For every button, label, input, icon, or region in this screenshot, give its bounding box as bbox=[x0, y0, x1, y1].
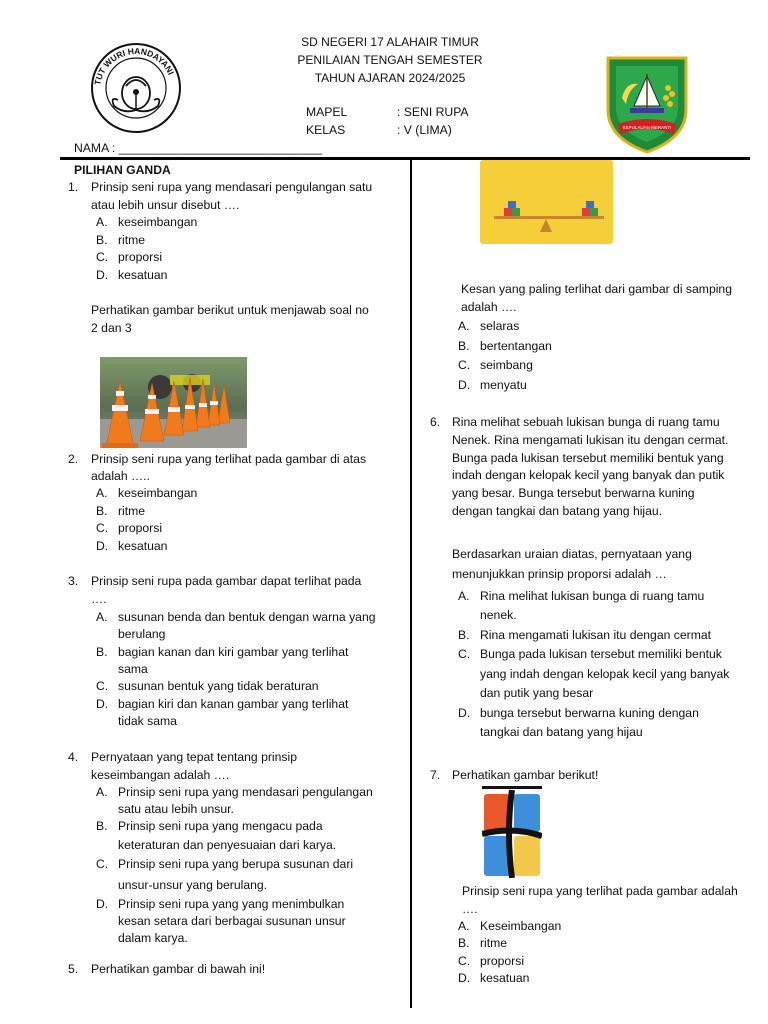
option-b[interactable]: ritme bbox=[118, 233, 146, 247]
question-text: yang besar. Bunga tersebut berwarna kuning bbox=[452, 486, 695, 500]
option-c[interactable]: Prinsip seni rupa yang berupa susunan dari bbox=[118, 857, 354, 871]
header-divider bbox=[60, 157, 750, 160]
option-letter: C. bbox=[458, 647, 471, 661]
question-text: Nenek. Rina mengamati lukisan itu dengan cermat. bbox=[452, 433, 729, 447]
traffic-cones-image bbox=[100, 357, 247, 448]
option-b[interactable]: Rina mengamati lukisan itu dengan cermat bbox=[480, 628, 712, 642]
option-b-cont: keteraturan dan penyesuaian dari karya. bbox=[118, 838, 337, 852]
option-d[interactable]: kesatuan bbox=[118, 268, 168, 282]
option-d[interactable]: bagian kiri dan kanan gambar yang terlihat bbox=[118, 697, 349, 711]
question-text: Kesan yang paling terlihat dari gambar di samping bbox=[461, 282, 732, 296]
question-text: Berdasarkan uraian diatas, pernyataan yang bbox=[452, 547, 692, 561]
option-letter: A. bbox=[96, 785, 108, 799]
option-a[interactable]: Keseimbangan bbox=[480, 919, 562, 933]
question-text: Bunga pada lukisan tersebut memiliki bentuk yang bbox=[452, 451, 724, 465]
question-text: Perhatikan gambar berikut! bbox=[452, 768, 599, 782]
question-text: adalah ….. bbox=[91, 469, 150, 483]
question-number: 5. bbox=[68, 962, 79, 976]
exam-title: PENILAIAN TENGAH SEMESTER bbox=[297, 53, 483, 67]
option-letter: C. bbox=[458, 954, 471, 968]
question-text: Rina melihat sebuah lukisan bunga di ruang tamu bbox=[452, 415, 720, 429]
tut-wuri-handayani-logo bbox=[88, 38, 184, 138]
option-c[interactable]: proporsi bbox=[118, 521, 163, 535]
option-d-cont: dalam karya. bbox=[118, 931, 188, 945]
option-letter: A. bbox=[458, 589, 470, 603]
question-text: …. bbox=[462, 902, 478, 916]
question-number: 3. bbox=[68, 574, 79, 588]
option-letter: A. bbox=[96, 610, 108, 624]
option-letter: B. bbox=[458, 628, 470, 642]
option-letter: A. bbox=[96, 486, 108, 500]
option-c[interactable]: proporsi bbox=[118, 250, 163, 264]
option-d[interactable]: bunga tersebut berwarna kuning dengan bbox=[480, 706, 699, 720]
option-c-cont: dan putik yang besar bbox=[480, 686, 594, 700]
option-c[interactable]: proporsi bbox=[480, 954, 525, 968]
option-letter: C. bbox=[96, 857, 109, 871]
question-text: menunjukkan prinsip proporsi adalah … bbox=[452, 567, 667, 581]
option-a-cont: satu atau lebih unsur. bbox=[118, 802, 234, 816]
mapel-value: : SENI RUPA bbox=[397, 105, 469, 119]
question-text: Perhatikan gambar di bawah ini! bbox=[91, 962, 266, 976]
option-d[interactable]: kesatuan bbox=[480, 971, 530, 985]
question-text: Prinsip seni rupa yang terlihat pada gambar di atas bbox=[91, 452, 367, 466]
option-a[interactable]: susunan benda dan bentuk dengan warna yang bbox=[118, 610, 376, 624]
svg-text:KEPULAUAN MERANTI: KEPULAUAN MERANTI bbox=[622, 125, 672, 130]
option-letter: B. bbox=[96, 233, 108, 247]
question-text: dengan tangkai dan batang yang hijau. bbox=[452, 504, 663, 518]
question-text: Prinsip seni rupa yang mendasari pengulangan satu bbox=[91, 180, 373, 194]
option-letter: D. bbox=[458, 706, 471, 720]
kelas-label: KELAS bbox=[306, 123, 346, 137]
student-name-field[interactable]: NAMA : ______________________________ bbox=[74, 141, 323, 155]
option-d-cont: kesan setara dari berbagai susunan unsur bbox=[118, 914, 346, 928]
option-letter: B. bbox=[96, 819, 108, 833]
option-letter: B. bbox=[96, 504, 108, 518]
question-text: Prinsip seni rupa pada gambar dapat terlihat pada bbox=[91, 574, 362, 588]
option-letter: A. bbox=[96, 215, 108, 229]
option-d-cont: tidak sama bbox=[118, 714, 177, 728]
option-letter: B. bbox=[96, 645, 108, 659]
option-letter: A. bbox=[458, 919, 470, 933]
option-c-cont: yang indah dengan kelopak kecil yang banyak bbox=[480, 667, 730, 681]
question-text: Prinsip seni rupa yang terlihat pada gambar adalah bbox=[462, 884, 738, 898]
option-a[interactable]: keseimbangan bbox=[118, 215, 198, 229]
question-number: 4. bbox=[68, 750, 79, 764]
instruction-text: Perhatikan gambar berikut untuk menjawab soal no bbox=[91, 303, 369, 317]
option-c[interactable]: seimbang bbox=[480, 358, 533, 372]
option-letter: D. bbox=[96, 897, 109, 911]
option-letter: A. bbox=[458, 319, 470, 333]
option-letter: C. bbox=[458, 358, 471, 372]
option-letter: B. bbox=[458, 339, 470, 353]
option-a[interactable]: selaras bbox=[480, 319, 520, 333]
question-text: indah dengan kelopak kecil yang banyak dan putik bbox=[452, 468, 725, 482]
option-d[interactable]: kesatuan bbox=[118, 539, 168, 553]
option-letter: D. bbox=[458, 378, 471, 392]
question-text: atau lebih unsur disebut …. bbox=[91, 198, 240, 212]
question-number: 7. bbox=[430, 768, 441, 782]
option-letter: C. bbox=[96, 250, 109, 264]
question-number: 1. bbox=[68, 180, 79, 194]
school-year: TAHUN AJARAN 2024/2025 bbox=[314, 71, 466, 85]
option-c[interactable]: Bunga pada lukisan tersebut memiliki bentuk bbox=[480, 647, 722, 661]
school-name: SD NEGERI 17 ALAHAIR TIMUR bbox=[301, 35, 479, 49]
abstract-color-image bbox=[482, 786, 542, 878]
regency-emblem-logo bbox=[604, 54, 690, 154]
question-text: …. bbox=[91, 592, 107, 606]
question-text: Pernyataan yang tepat tentang prinsip bbox=[91, 750, 297, 764]
option-b[interactable]: ritme bbox=[118, 504, 146, 518]
question-number: 2. bbox=[68, 452, 79, 466]
kelas-value: : V (LIMA) bbox=[397, 123, 452, 137]
section-title: PILIHAN GANDA bbox=[74, 163, 171, 177]
option-b-cont: sama bbox=[118, 662, 148, 676]
mapel-label: MAPEL bbox=[306, 105, 348, 119]
option-letter: D. bbox=[96, 268, 109, 282]
option-letter: D. bbox=[96, 539, 109, 553]
option-letter: B. bbox=[458, 936, 470, 950]
option-letter: D. bbox=[96, 697, 109, 711]
option-b[interactable]: bagian kanan dan kiri gambar yang terlihat bbox=[118, 645, 349, 659]
question-number: 6. bbox=[430, 415, 441, 429]
option-a[interactable]: Rina melihat lukisan bunga di ruang tamu bbox=[480, 589, 705, 603]
option-a[interactable]: keseimbangan bbox=[118, 486, 198, 500]
svg-text:TUT WURI HANDAYANI: TUT WURI HANDAYANI bbox=[92, 45, 177, 86]
question-text: keseimbangan adalah …. bbox=[91, 768, 230, 782]
option-a-cont: berulang bbox=[118, 627, 166, 641]
question-text: adalah …. bbox=[461, 300, 517, 314]
option-d[interactable]: menyatu bbox=[480, 378, 527, 392]
option-b[interactable]: ritme bbox=[480, 936, 508, 950]
option-letter: D. bbox=[458, 971, 471, 985]
option-d[interactable]: Prinsip seni rupa yang yang menimbulkan bbox=[118, 897, 345, 911]
option-a-cont: nenek. bbox=[480, 608, 517, 622]
instruction-text: 2 dan 3 bbox=[91, 321, 132, 335]
option-letter: C. bbox=[96, 679, 109, 693]
option-c[interactable]: susunan bentuk yang tidak beraturan bbox=[118, 679, 319, 693]
option-a[interactable]: Prinsip seni rupa yang mendasari pengulangan bbox=[118, 785, 373, 799]
option-letter: C. bbox=[96, 521, 109, 535]
option-b[interactable]: Prinsip seni rupa yang mengacu pada bbox=[118, 819, 323, 833]
balance-scale-image bbox=[480, 160, 613, 244]
option-b[interactable]: bertentangan bbox=[480, 339, 552, 353]
column-divider bbox=[410, 160, 412, 1008]
option-d-cont: tangkai dan batang yang hijau bbox=[480, 725, 643, 739]
option-c-cont: unsur-unsur yang berulang. bbox=[118, 878, 268, 892]
